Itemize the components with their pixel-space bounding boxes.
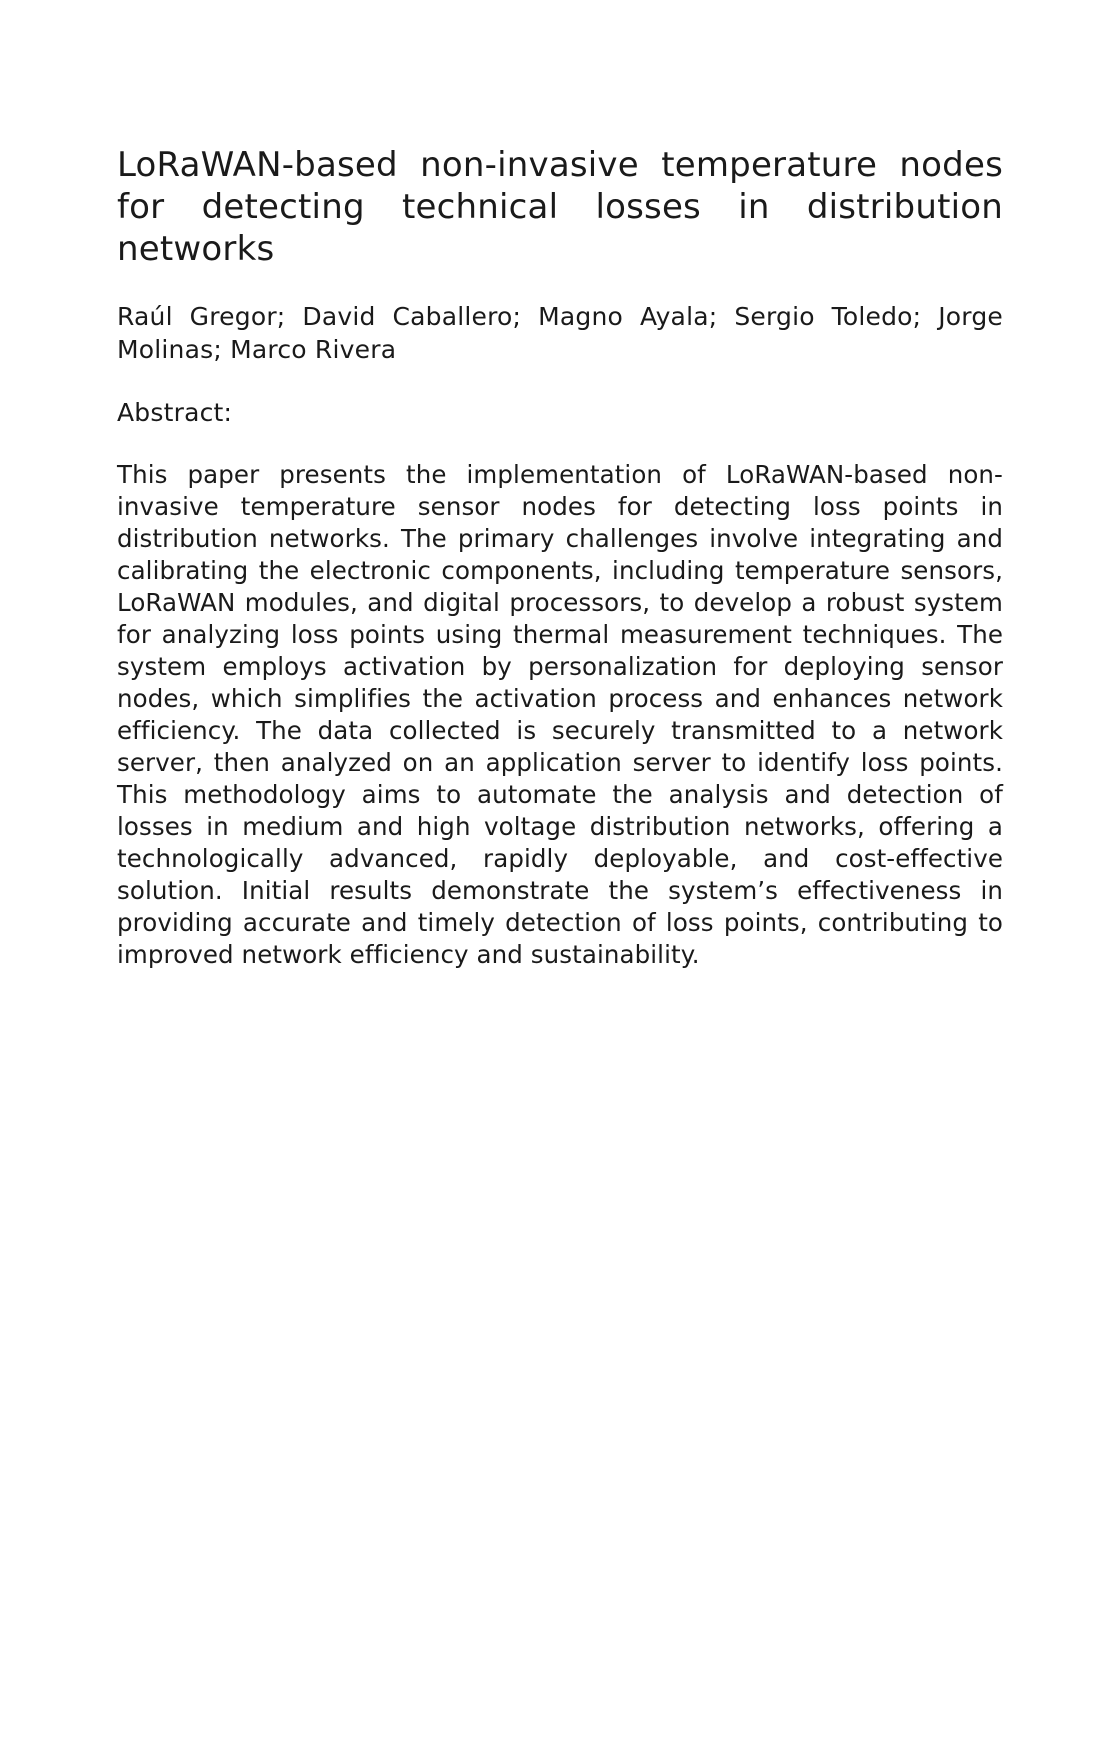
abstract-text: This paper presents the implementation of LoRaWAN-based non-invasive temperature sensor nodes for detecting loss points in distribution networks. The primary challenges involve integrating and calibrating the electronic components, including temperature sensors, LoRaWAN modules, and digital processors, to develop a robust system for analyzing loss points using thermal measurement techniques. The system employs activation by personalization for deploying sensor nodes, which simplifies the activation process and enhances network efficiency. The data collected is securely transmitted to a network server, then analyzed on an application server to identify loss points. This methodology aims to automate the analysis and detection of losses in medium and high voltage distribution networks, offering a technologically advanced, rapidly deployable, and cost-effective solution. Initial results demonstrate the system’s effectiveness in providing accurate and timely detection of loss points, contributing to improved network efficiency and sustainability. bbox=[117, 460, 1003, 969]
author-list: Raúl Gregor; David Caballero; Magno Ayala; Sergio Toledo; Jorge Molinas; Marco Rivera bbox=[117, 302, 1003, 364]
abstract-heading: Abstract: bbox=[117, 398, 233, 427]
paper-content bbox=[117, 144, 1003, 971]
paper-title: LoRaWAN-based non-invasive temperature nodes for detecting technical losses in distribution networks bbox=[117, 145, 1003, 269]
